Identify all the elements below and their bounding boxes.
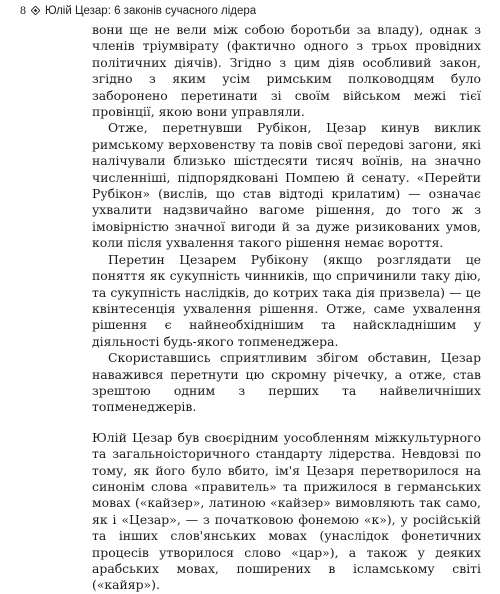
- paragraph: Скориставшись сприятливим збігом обставин, Цезар наважився перетнути цю скромну річечку, а отже, став зрештою одним з перших та найвеличніших топменеджерів.: [92, 350, 481, 415]
- running-header: [20, 3, 256, 18]
- diamond-ornament-icon: [31, 6, 40, 15]
- paragraph: Перетин Цезарем Рубікону (якщо розглядати це поняття як сукупність чинників, що спричинили таку дію, та сукупність наслідків, до котрих така дія призвела) — це квінтесенція ухвалення рішення. Отже, саме ухвалення рішення є найнеобхіднішим та найскладнішим у діяльності будь-якого топменеджера.: [92, 251, 481, 349]
- running-title: Юлій Цезар: 6 законів сучасного лідера: [45, 4, 257, 17]
- paragraph: Отже, перетнувши Рубікон, Цезар кинув виклик римському верховенству та повів свої передові загони, які налічували близько шістдесяти тисяч воїнів, на значно численніші, підпорядковані Помпею й сенату. «Перейти Рубікон» (вислів, що став відтоді крилатим) — означає ухвалити надзвичайно вагоме рішення, до того ж з імовірністю значної вигоди й за дуже ризикованих умов, коли після ухвалення такого рішення немає вороття.: [92, 120, 481, 251]
- paragraph: вони ще не вели між собою боротьби за владу), однак з членів тріумвірату (фактично одного з трьох провідних політичних діячів). Згідно з цим діяв особливий закон, згідно з яким усім римським полководцям було заборонено перетинати зі своїм військом межі тієї провінції, якою вони управляли.: [92, 22, 481, 120]
- paragraph: Юлій Цезар був своєрідним уособленням міжкультурного та загальноісторичного стандарту лідерства. Невдовзі по тому, як його було вбито, ім'я Цезаря перетворилося на синонім слова «правитель» та прижилося в германських мовах («кайзер», латиною «кайзер» вимовляють так само, як і «Цезар», — з початковою фонемою «к»), у російській та інших слов'янських мовах (унаслідок фонетичних процесів утворилося слово «цар»), а також у деяких арабських мовах, поширених в ісламському світі («кайяр»).: [92, 429, 481, 593]
- page-body: [92, 22, 481, 594]
- page-number: 8: [20, 3, 26, 17]
